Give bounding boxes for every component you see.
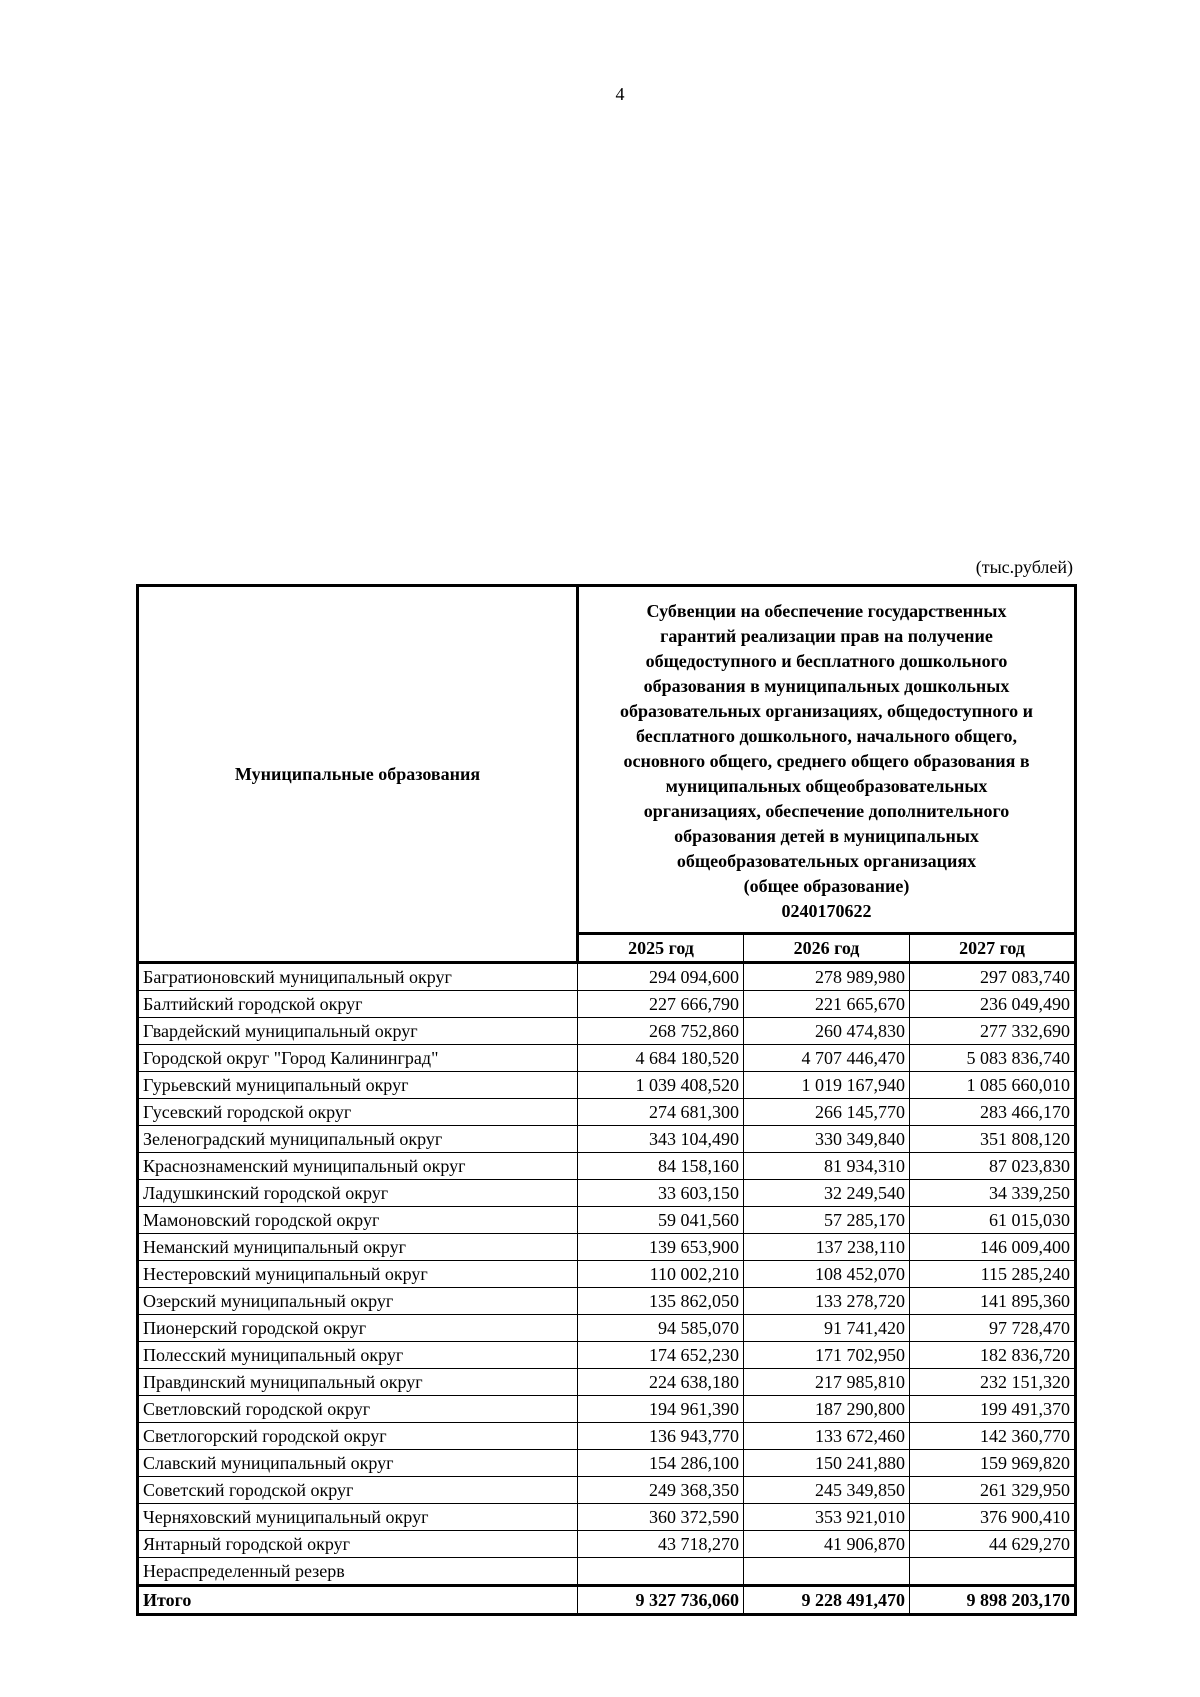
value-2027: 159 969,820 bbox=[910, 1450, 1076, 1477]
value-2025: 84 158,160 bbox=[578, 1153, 744, 1180]
title-line: гарантий реализации прав на получение bbox=[660, 626, 993, 646]
table-row bbox=[138, 1234, 1076, 1261]
table-row bbox=[138, 1018, 1076, 1045]
value-2026: 108 452,070 bbox=[744, 1261, 910, 1288]
total-label: Итого bbox=[138, 1586, 578, 1615]
value-2027: 44 629,270 bbox=[910, 1531, 1076, 1558]
value-2027: 1 085 660,010 bbox=[910, 1072, 1076, 1099]
municipality-name: Гусевский городской округ bbox=[138, 1099, 578, 1126]
value-2025: 294 094,600 bbox=[578, 963, 744, 991]
table-row bbox=[138, 1180, 1076, 1207]
title-line: образовательных организациях, общедоступного и bbox=[620, 701, 1033, 721]
value-2027 bbox=[910, 1558, 1076, 1586]
municipality-name: Светлогорский городской округ bbox=[138, 1423, 578, 1450]
title-line: муниципальных общеобразовательных bbox=[665, 776, 988, 796]
value-2025: 136 943,770 bbox=[578, 1423, 744, 1450]
subsidy-table bbox=[136, 584, 1077, 1616]
value-2025: 43 718,270 bbox=[578, 1531, 744, 1558]
value-2027: 199 491,370 bbox=[910, 1396, 1076, 1423]
value-2025: 227 666,790 bbox=[578, 991, 744, 1018]
value-2025 bbox=[578, 1558, 744, 1586]
total-2025: 9 327 736,060 bbox=[578, 1586, 744, 1615]
municipality-name: Ладушкинский городской округ bbox=[138, 1180, 578, 1207]
value-2025: 174 652,230 bbox=[578, 1342, 744, 1369]
value-2027: 376 900,410 bbox=[910, 1504, 1076, 1531]
column-header-2027: 2027 год bbox=[910, 934, 1076, 963]
table-row bbox=[138, 1342, 1076, 1369]
value-2026: 81 934,310 bbox=[744, 1153, 910, 1180]
value-2026: 221 665,670 bbox=[744, 991, 910, 1018]
municipality-name: Пионерский городской округ bbox=[138, 1315, 578, 1342]
value-2027: 236 049,490 bbox=[910, 991, 1076, 1018]
value-2026: 278 989,980 bbox=[744, 963, 910, 991]
value-2026: 137 238,110 bbox=[744, 1234, 910, 1261]
total-2026: 9 228 491,470 bbox=[744, 1586, 910, 1615]
value-2026: 217 985,810 bbox=[744, 1369, 910, 1396]
value-2027: 182 836,720 bbox=[910, 1342, 1076, 1369]
title-line: образования детей в муниципальных bbox=[674, 826, 979, 846]
value-2027: 34 339,250 bbox=[910, 1180, 1076, 1207]
table-row bbox=[138, 1045, 1076, 1072]
total-row bbox=[138, 1586, 1076, 1615]
table-row bbox=[138, 991, 1076, 1018]
value-2026: 41 906,870 bbox=[744, 1531, 910, 1558]
value-2025: 1 039 408,520 bbox=[578, 1072, 744, 1099]
municipality-name: Полесский муниципальный округ bbox=[138, 1342, 578, 1369]
table-row bbox=[138, 1504, 1076, 1531]
table-row bbox=[138, 1477, 1076, 1504]
value-2025: 59 041,560 bbox=[578, 1207, 744, 1234]
table-row bbox=[138, 1450, 1076, 1477]
title-code: 0240170622 bbox=[781, 901, 872, 921]
value-2026: 171 702,950 bbox=[744, 1342, 910, 1369]
value-2025: 274 681,300 bbox=[578, 1099, 744, 1126]
municipality-name: Правдинский муниципальный округ bbox=[138, 1369, 578, 1396]
value-2027: 87 023,830 bbox=[910, 1153, 1076, 1180]
value-2027: 5 083 836,740 bbox=[910, 1045, 1076, 1072]
value-2026: 32 249,540 bbox=[744, 1180, 910, 1207]
table-row bbox=[138, 1153, 1076, 1180]
municipality-name: Городской округ "Город Калининград" bbox=[138, 1045, 578, 1072]
table-row bbox=[138, 1261, 1076, 1288]
municipality-name: Мамоновский городской округ bbox=[138, 1207, 578, 1234]
table-row bbox=[138, 963, 1076, 991]
table-row bbox=[138, 1099, 1076, 1126]
municipality-name: Советский городской округ bbox=[138, 1477, 578, 1504]
title-line: (общее образование) bbox=[743, 876, 910, 896]
municipality-name: Нестеровский муниципальный округ bbox=[138, 1261, 578, 1288]
column-header-2025: 2025 год bbox=[578, 934, 744, 963]
value-2025: 110 002,210 bbox=[578, 1261, 744, 1288]
table-row bbox=[138, 1126, 1076, 1153]
municipality-name: Нераспределенный резерв bbox=[138, 1558, 578, 1586]
table-body bbox=[138, 963, 1076, 1615]
table-row bbox=[138, 1072, 1076, 1099]
value-2025: 194 961,390 bbox=[578, 1396, 744, 1423]
title-line: Субвенции на обеспечение государственных bbox=[646, 601, 1007, 621]
value-2025: 360 372,590 bbox=[578, 1504, 744, 1531]
value-2026: 187 290,800 bbox=[744, 1396, 910, 1423]
value-2025: 249 368,350 bbox=[578, 1477, 744, 1504]
value-2025: 139 653,900 bbox=[578, 1234, 744, 1261]
value-2025: 224 638,180 bbox=[578, 1369, 744, 1396]
value-2027: 277 332,690 bbox=[910, 1018, 1076, 1045]
value-2027: 142 360,770 bbox=[910, 1423, 1076, 1450]
table-row bbox=[138, 1531, 1076, 1558]
total-2027: 9 898 203,170 bbox=[910, 1586, 1076, 1615]
municipality-name: Балтийский городской округ bbox=[138, 991, 578, 1018]
title-line: бесплатного дошкольного, начального общего, bbox=[636, 726, 1017, 746]
page-number: 4 bbox=[615, 84, 625, 104]
column-header-municipality: Муниципальные образования bbox=[138, 586, 578, 963]
value-2027: 261 329,950 bbox=[910, 1477, 1076, 1504]
municipality-name: Черняховский муниципальный округ bbox=[138, 1504, 578, 1531]
value-2026: 91 741,420 bbox=[744, 1315, 910, 1342]
municipality-name: Гвардейский муниципальный округ bbox=[138, 1018, 578, 1045]
municipality-name: Славский муниципальный округ bbox=[138, 1450, 578, 1477]
value-2026: 260 474,830 bbox=[744, 1018, 910, 1045]
column-header-2026: 2026 год bbox=[744, 934, 910, 963]
value-2027: 61 015,030 bbox=[910, 1207, 1076, 1234]
value-2026 bbox=[744, 1558, 910, 1586]
value-2025: 343 104,490 bbox=[578, 1126, 744, 1153]
value-2027: 232 151,320 bbox=[910, 1369, 1076, 1396]
value-2026: 57 285,170 bbox=[744, 1207, 910, 1234]
table-row bbox=[138, 1207, 1076, 1234]
municipality-name: Янтарный городской округ bbox=[138, 1531, 578, 1558]
value-2026: 330 349,840 bbox=[744, 1126, 910, 1153]
value-2026: 133 278,720 bbox=[744, 1288, 910, 1315]
value-2026: 245 349,850 bbox=[744, 1477, 910, 1504]
table-row bbox=[138, 1423, 1076, 1450]
municipality-name: Зеленоградский муниципальный округ bbox=[138, 1126, 578, 1153]
value-2026: 353 921,010 bbox=[744, 1504, 910, 1531]
table-row bbox=[138, 1558, 1076, 1586]
value-2027: 283 466,170 bbox=[910, 1099, 1076, 1126]
value-2027: 97 728,470 bbox=[910, 1315, 1076, 1342]
value-2026: 266 145,770 bbox=[744, 1099, 910, 1126]
value-2026: 1 019 167,940 bbox=[744, 1072, 910, 1099]
title-line: общеобразовательных организациях bbox=[676, 851, 977, 871]
value-2027: 351 808,120 bbox=[910, 1126, 1076, 1153]
column-header-subsidy-title bbox=[578, 586, 1076, 934]
value-2026: 133 672,460 bbox=[744, 1423, 910, 1450]
table-row bbox=[138, 1396, 1076, 1423]
municipality-name: Озерский муниципальный округ bbox=[138, 1288, 578, 1315]
value-2025: 135 862,050 bbox=[578, 1288, 744, 1315]
value-2027: 297 083,740 bbox=[910, 963, 1076, 991]
title-line: основного общего, среднего общего образования в bbox=[623, 751, 1030, 771]
value-2026: 4 707 446,470 bbox=[744, 1045, 910, 1072]
municipality-name: Светловский городской округ bbox=[138, 1396, 578, 1423]
value-2025: 33 603,150 bbox=[578, 1180, 744, 1207]
municipality-name: Неманский муниципальный округ bbox=[138, 1234, 578, 1261]
municipality-name: Багратионовский муниципальный округ bbox=[138, 963, 578, 991]
table-row bbox=[138, 1315, 1076, 1342]
value-2025: 4 684 180,520 bbox=[578, 1045, 744, 1072]
value-2026: 150 241,880 bbox=[744, 1450, 910, 1477]
value-2025: 94 585,070 bbox=[578, 1315, 744, 1342]
value-2027: 115 285,240 bbox=[910, 1261, 1076, 1288]
table-row bbox=[138, 1288, 1076, 1315]
title-line: образования в муниципальных дошкольных bbox=[643, 676, 1010, 696]
value-2025: 268 752,860 bbox=[578, 1018, 744, 1045]
value-2027: 146 009,400 bbox=[910, 1234, 1076, 1261]
value-2027: 141 895,360 bbox=[910, 1288, 1076, 1315]
municipality-name: Гурьевский муниципальный округ bbox=[138, 1072, 578, 1099]
municipality-name: Краснознаменский муниципальный округ bbox=[138, 1153, 578, 1180]
value-2025: 154 286,100 bbox=[578, 1450, 744, 1477]
units-label: (тыс.рублей) bbox=[975, 557, 1073, 577]
title-line: общедоступного и бесплатного дошкольного bbox=[645, 651, 1008, 671]
title-line: организациях, обеспечение дополнительного bbox=[643, 801, 1010, 821]
table-row bbox=[138, 1369, 1076, 1396]
